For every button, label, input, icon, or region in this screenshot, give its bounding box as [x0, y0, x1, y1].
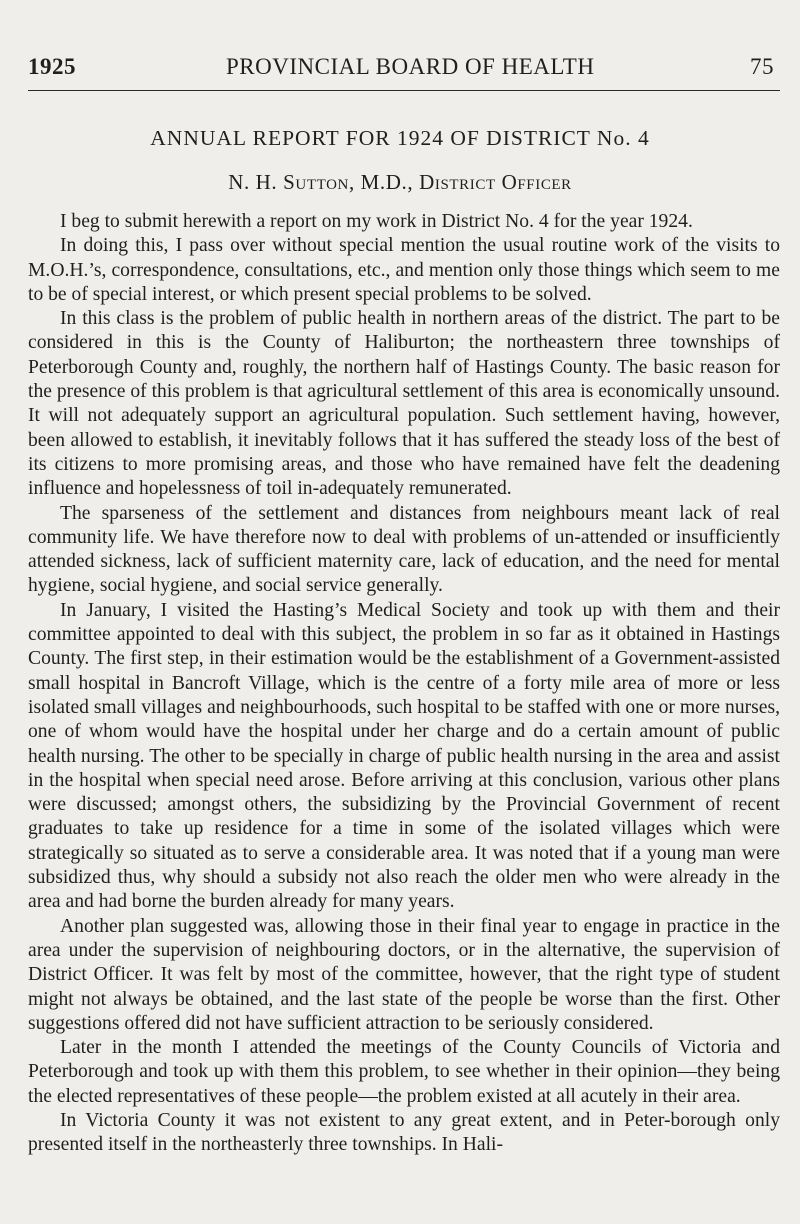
- report-title: ANNUAL REPORT FOR 1924 OF DISTRICT No. 4: [150, 126, 650, 150]
- paragraph: Later in the month I attended the meetings of the County Councils of Victoria and Peterborough and took up with them this problem, to see whether in their opinion—they being the elected representatives of these people—the problem existed at all acutely in their area.: [28, 1037, 780, 1107]
- paragraph: In doing this, I pass over without special mention the usual routine work of the visits to M.O.H.’s, correspondence, consultations, etc., and mention only those things which seem to me to be of special interest, or which present special problems to be solved.: [28, 235, 780, 305]
- report-author: N. H. Sutton, M.D., District Officer: [228, 170, 572, 194]
- paragraph: Another plan suggested was, allowing those in their final year to engage in practice in the area under the supervision of neighbouring doctors, or in the alternative, the supervision of District Officer. It was felt by most of the committee, however, that the right type of student might not always be obtained, and the last state of the people be worse than the first. Other suggestions offered did not have sufficient attraction to be seriously considered.: [28, 915, 780, 1034]
- running-header: [28, 52, 780, 91]
- paragraph: In Victoria County it was not existent to any great extent, and in Peter-borough only presented itself in the northeasterly three townships. In Hali-: [28, 1109, 780, 1156]
- page-number: 75: [750, 54, 774, 79]
- paragraph: The sparseness of the settlement and distances from neighbours meant lack of real community life. We have therefore now to deal with problems of un-attended or insufficiently attended sickness, lack of sufficient maternity care, lack of education, and the need for mental hygiene, social hygiene, and social service generally.: [28, 502, 780, 597]
- paragraph: In January, I visited the Hasting’s Medical Society and took up with them and their committee appointed to deal with this subject, the problem in so far as it obtained in Hastings County. The first step, in their estimation would be the establishment of a Government-assisted small hospital in Bancroft Village, which is the centre of a forty mile area of more or less isolated small villages and neighbourhoods, such hospital to be staffed with one or more nurses, one of whom would have the hospital under her charge and do a certain amount of public health nursing. The other to be specially in charge of public health nursing in the area and assist in the hospital when special need arose. Before arriving at this conclusion, various other plans were discussed; amongst others, the subsidizing by the Provincial Government of recent graduates to take up residence for a time in some of the isolated villages which were strategically so situated as to serve a considerable area. It was noted that if a young man were subsidized thus, why should a subsidy not also reach the older men who were already in the area and had borne the burden already for many years.: [28, 599, 780, 913]
- header-year: 1925: [28, 54, 76, 79]
- paragraph: In this class is the problem of public health in northern areas of the district. The part to be considered in this is the County of Haliburton; the northeastern three townships of Peterborough County and, roughly, the northern half of Hastings County. The basic reason for the presence of this problem is that agricultural settlement of this area is economically unsound. It will not adequately support an agricultural population. Such settlement having, however, been allowed to establish, it inevitably follows that it has suffered the steady loss of the best of its citizens to more promising areas, and those who have remained have felt the deadening influence and hopelessness of toil in-adequately remunerated.: [28, 308, 780, 500]
- report-body: [28, 210, 780, 1158]
- paragraph: I beg to submit herewith a report on my work in District No. 4 for the year 1924.: [60, 211, 693, 232]
- header-title: PROVINCIAL BOARD OF HEALTH: [226, 54, 595, 79]
